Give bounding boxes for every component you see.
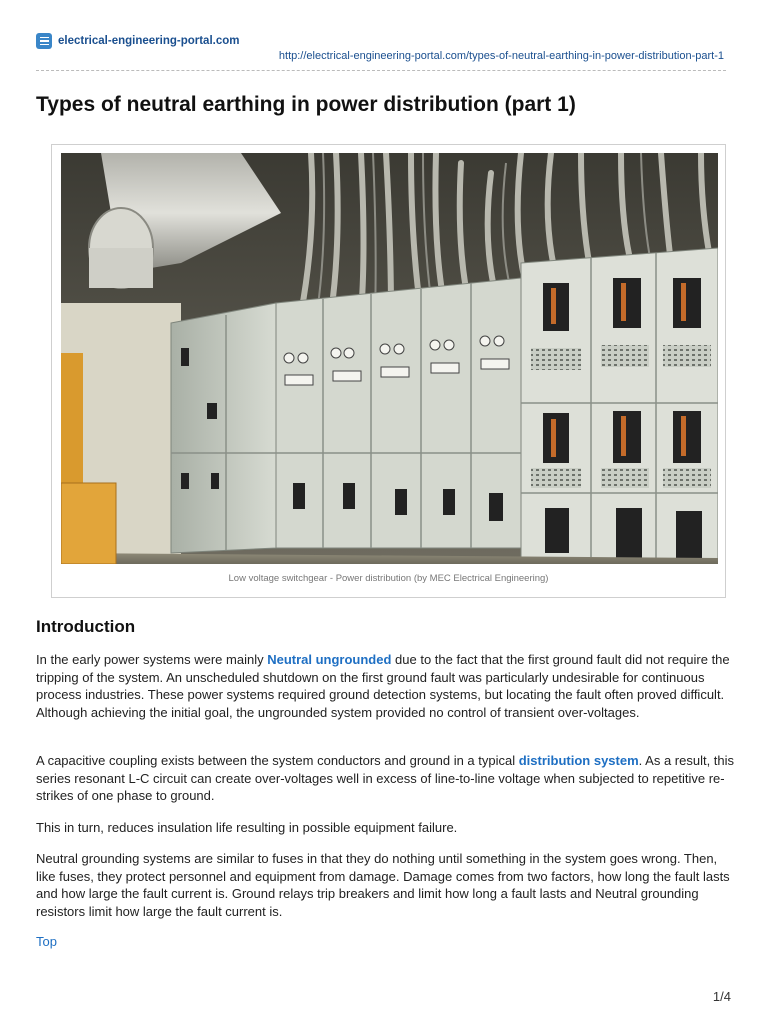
document-list-icon bbox=[36, 33, 52, 49]
header-divider bbox=[36, 70, 726, 71]
paragraph-1 bbox=[36, 651, 736, 721]
paragraph-2 bbox=[36, 752, 736, 805]
paragraph-4: Neutral grounding systems are similar to fuses in that they do nothing until something in the system goes wrong. Then, like fuses, they protect personnel and equipment from damage. Damage comes from two factors, how long the fault lasts and how large the fault current is. Ground relays trip breakers and limit how long a fault lasts and Neutral grounding resistors limit how large the fault current is. bbox=[36, 851, 730, 919]
neutral-ungrounded-link[interactable]: Neutral ungrounded bbox=[267, 652, 392, 667]
distribution-system-link[interactable]: distribution system bbox=[518, 753, 639, 768]
paragraph-1-after: due to the fact that the first ground fault did not require the tripping of the system. An unscheduled shutdown on the first ground fault was particularly undesirable for continuous process industries. These power systems required ground detection systems, but locating the fault often proved difficult. Although achieving the initial goal, the ungrounded system provided no control of transient over-voltages. bbox=[36, 652, 730, 720]
switchgear-photo bbox=[61, 153, 718, 564]
top-link[interactable]: Top bbox=[36, 934, 57, 949]
paragraph-2-before: A capacitive coupling exists between the system conductors and ground in a typical bbox=[36, 753, 519, 768]
site-name-link[interactable] bbox=[36, 33, 240, 49]
paragraph-2-after: . As a result, this series resonant L-C circuit can create over-voltages well in excess of line-to-line voltage when subjected to repetitive re-strikes of one phase to ground. bbox=[36, 753, 735, 803]
figure-caption: Low voltage switchgear - Power distribution (by MEC Electrical Engineering) bbox=[228, 573, 549, 584]
page-url-link[interactable]: http://electrical-engineering-portal.com/types-of-neutral-earthing-in-power-distribution-part-1 bbox=[278, 50, 724, 62]
section-heading: Introduction bbox=[36, 617, 136, 636]
site-name: electrical-engineering-portal.com bbox=[58, 35, 240, 47]
paragraph-3: This in turn, reduces insulation life resulting in possible equipment failure. bbox=[36, 820, 458, 835]
figure bbox=[51, 144, 726, 598]
page-number: 1/4 bbox=[712, 989, 731, 1004]
paragraph-1-before: In the early power systems were mainly bbox=[36, 652, 268, 667]
article-title: Types of neutral earthing in power distribution (part 1) bbox=[36, 93, 576, 116]
